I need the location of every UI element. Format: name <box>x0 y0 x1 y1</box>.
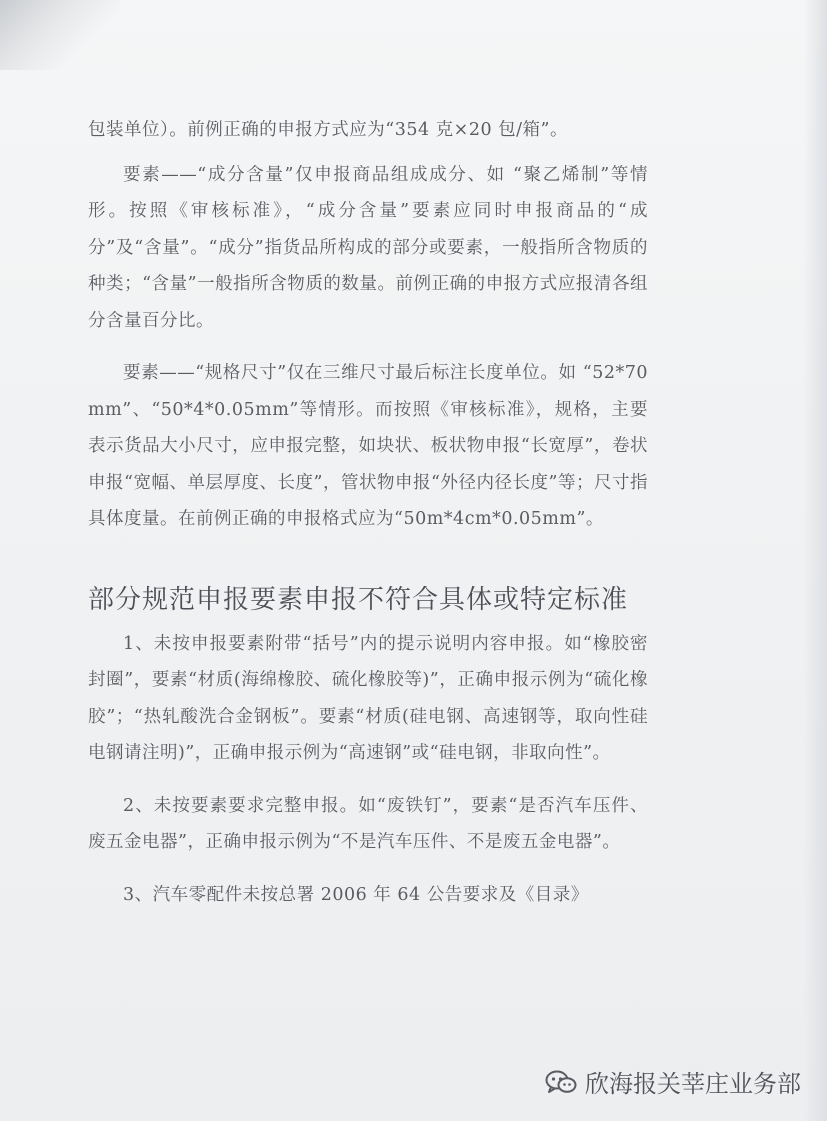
watermark-footer <box>545 1064 801 1099</box>
section-heading: 部分规范申报要素申报不符合具体或特定标准 <box>88 584 629 615</box>
paragraph-item-3: 3、汽车零配件未按总署 2006 年 64 公告要求及《目录》 <box>123 884 589 905</box>
paragraph-item-2: 2、未按要素要求完整申报。如“废铁钉”，要素“是否汽车压件、废五金电器”，正确申报示例为“不是汽车压件、不是废五金电器”。 <box>88 795 648 852</box>
paragraph-packaging-unit: 包装单位）。前例正确的申报方式应为“354 克×20 包/箱”。 <box>88 120 568 140</box>
paragraph-item-1: 1、未按申报要素附带“括号”内的提示说明内容申报。如“橡胶密封圈”，要素“材质(海绵橡胶、硫化橡胶等)”，正确申报示例为“硫化橡胶”；“热轧酸洗合金钢板”。要素“材质(硅电钢、高速钢等，取向性硅电钢请注明)”，正确申报示例为“高速钢”或“硅电钢，非取向性”。 <box>88 633 648 763</box>
document-body <box>88 112 648 929</box>
paragraph-size-spec: 要素——“规格尺寸”仅在三维尺寸最后标注长度单位。如 “52*70mm”、“50*4*0.05mm”等情形。而按照《审核标准》，规格，主要表示货品大小尺寸，应申报完整，如块状、板状物申报“长宽厚”，卷状申报“宽幅、单层厚度、长度”，管状物申报“外径内径长度”等；尺寸指具体度量。在前例正确的申报格式应为“50m*4cm*0.05mm”。 <box>88 363 648 529</box>
account-name: 欣海报关莘庄业务部 <box>585 1070 801 1098</box>
wechat-icon <box>545 1069 577 1095</box>
paragraph-composition-content: 要素——“成分含量”仅申报商品组成成分、如 “聚乙烯制”等情形。按照《审核标准》，“成分含量”要素应同时申报商品的“成分”及“含量”。“成分”指货品所构成的部分或要素，一般指所含物质的种类；“含量”一般指所含物质的数量。前例正确的申报方式应报清各组分含量百分比。 <box>88 164 648 331</box>
